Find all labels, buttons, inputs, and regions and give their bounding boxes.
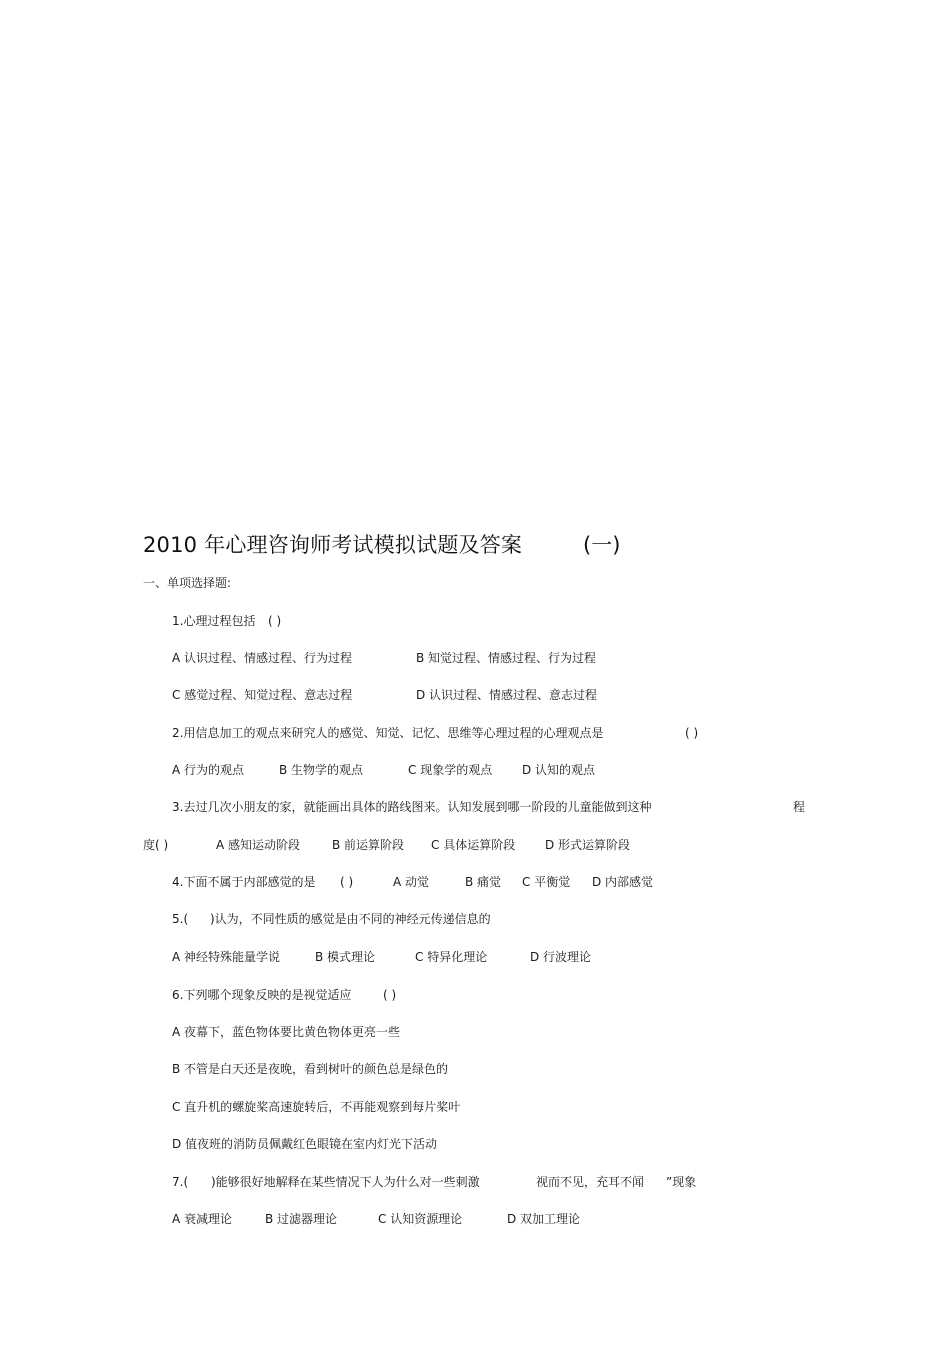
question-3-option-c: C 具体运算阶段 bbox=[431, 838, 516, 852]
question-3-paren: 度( ) bbox=[143, 838, 169, 852]
question-6-stem: 6.下列哪个现象反映的是视觉适应 bbox=[172, 988, 352, 1002]
question-6-option-c: C 直升机的螺旋桨高速旋转后，不再能观察到每片桨叶 bbox=[172, 1100, 461, 1114]
question-3-option-b: B 前运算阶段 bbox=[332, 838, 405, 852]
question-7-option-a: A 衰减理论 bbox=[172, 1212, 233, 1226]
question-4-paren: ( ) bbox=[340, 875, 354, 889]
question-5-option-d: D 行波理论 bbox=[530, 950, 592, 964]
question-3-stem-end: 程 bbox=[793, 800, 806, 814]
question-5-stem-number: 5.( bbox=[172, 912, 189, 926]
question-3-option-a: A 感知运动阶段 bbox=[216, 838, 301, 852]
question-6-option-b: B 不管是白天还是夜晚，看到树叶的颜色总是绿色的 bbox=[172, 1062, 449, 1076]
question-7-option-b: B 过滤器理论 bbox=[265, 1212, 338, 1226]
question-1-stem: 1.心理过程包括 bbox=[172, 614, 256, 628]
question-6-option-a: A 夜幕下，蓝色物体要比黄色物体更亮一些 bbox=[172, 1025, 401, 1039]
question-3-stem: 3.去过几次小朋友的家，就能画出具体的路线图来。认知发展到哪一阶段的儿童能做到这种 bbox=[172, 800, 652, 814]
question-7-stem-quote: 视而不见，充耳不闻 bbox=[536, 1175, 645, 1189]
question-4-option-c: C 平衡觉 bbox=[522, 875, 571, 889]
question-5-option-c: C 特异化理论 bbox=[415, 950, 488, 964]
question-2-stem: 2.用信息加工的观点来研究人的感觉、知觉、记忆、思维等心理过程的心理观点是 bbox=[172, 726, 604, 740]
question-7-stem: )能够很好地解释在某些情况下人为什么对一些刺激 bbox=[211, 1175, 480, 1189]
question-5-stem: )认为，不同性质的感觉是由不同的神经元传递信息的 bbox=[210, 912, 491, 926]
question-2-option-b: B 生物学的观点 bbox=[279, 763, 364, 777]
question-1-option-c: C 感觉过程、知觉过程、意志过程 bbox=[172, 688, 353, 702]
question-4-stem: 4.下面不属于内部感觉的是 bbox=[172, 875, 316, 889]
page-title-suffix: (一) bbox=[583, 533, 621, 557]
question-6-paren: ( ) bbox=[383, 988, 397, 1002]
question-2-paren: ( ) bbox=[685, 726, 699, 740]
question-1-option-b: B 知觉过程、情感过程、行为过程 bbox=[416, 651, 597, 665]
question-2-option-c: C 现象学的观点 bbox=[408, 763, 493, 777]
question-2-option-a: A 行为的观点 bbox=[172, 763, 245, 777]
question-4-option-a: A 动觉 bbox=[393, 875, 430, 889]
question-1-paren: ( ) bbox=[268, 614, 282, 628]
question-7-stem-end: ”现象 bbox=[666, 1175, 697, 1189]
page-title: 2010 年心理咨询师考试模拟试题及答案 bbox=[143, 533, 523, 557]
question-1-option-a: A 认识过程、情感过程、行为过程 bbox=[172, 651, 353, 665]
section-heading: 一、单项选择题: bbox=[143, 576, 232, 590]
question-4-option-b: B 痛觉 bbox=[465, 875, 502, 889]
question-4-option-d: D 内部感觉 bbox=[592, 875, 654, 889]
question-1-option-d: D 认识过程、情感过程、意志过程 bbox=[416, 688, 598, 702]
question-5-option-a: A 神经特殊能量学说 bbox=[172, 950, 281, 964]
question-5-option-b: B 模式理论 bbox=[315, 950, 376, 964]
question-2-option-d: D 认知的观点 bbox=[522, 763, 596, 777]
question-7-option-c: C 认知资源理论 bbox=[378, 1212, 463, 1226]
question-7-option-d: D 双加工理论 bbox=[507, 1212, 581, 1226]
question-3-option-d: D 形式运算阶段 bbox=[545, 838, 631, 852]
question-6-option-d: D 值夜班的消防员佩戴红色眼镜在室内灯光下活动 bbox=[172, 1137, 438, 1151]
question-7-stem-number: 7.( bbox=[172, 1175, 189, 1189]
